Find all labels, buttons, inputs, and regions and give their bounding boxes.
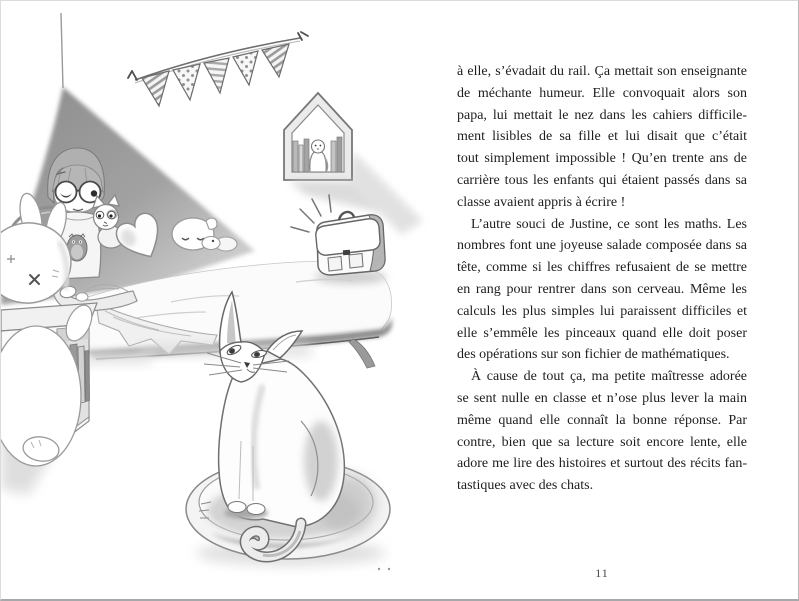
paragraph (457, 214, 747, 367)
text-line: adore me lire des histoires et surtout des récits fan- (457, 456, 747, 472)
girl-foot (76, 293, 88, 301)
dots-mark (378, 568, 390, 570)
text-line: se sent nulle en classe et n’ose plus lever la main (457, 390, 747, 406)
bunting-garland (128, 32, 308, 106)
text-line: papa, lui mettait le nez dans les cahiers difficile- (457, 107, 747, 123)
schoolbag-pocket (349, 254, 363, 269)
text-line: contre, bien que sa lecture soit encore lente, elle (457, 434, 747, 450)
text-line: ment lisibles de sa fille et lui disait que c’était (457, 129, 747, 145)
text-column (457, 61, 747, 497)
flag (262, 44, 289, 77)
text-line: L’autre souci de Justine, ce sont les maths. Les (471, 216, 747, 232)
illustration-canvas (1, 1, 451, 601)
text-line: À cause de tout ça, ma petite maîtresse adorée (471, 369, 747, 385)
wall-corner-line (61, 13, 63, 88)
flag (204, 58, 229, 93)
bed-leg (349, 339, 375, 368)
flag (173, 64, 200, 100)
cat-paw (228, 502, 246, 513)
text-line: en rang pour rentrer dans son cerveau. Même les (457, 281, 747, 297)
text-line: elle s’emmêle les pinceaux quand elle doit poser (457, 325, 747, 341)
text-line: tête, comme si les chiffres refusaient de se mettre (457, 260, 747, 276)
paragraph (457, 366, 747, 497)
text-line: tastiques avec des chats. (457, 478, 594, 494)
pupil (91, 190, 97, 196)
text-line: carrière tous les enfants qui étaient passés dans sa (457, 172, 747, 188)
text-line: de méchante humeur. Elle convoquait alors son (457, 85, 747, 101)
text-line: nombres font une joyeuse salade composée dans sa (457, 238, 747, 254)
text-line: à elle, s’évadait du rail. Ça mettait son enseignante (457, 64, 747, 79)
schoolbag-pocket (328, 257, 342, 272)
text-line: calculs les plus simples lui paraissent difficiles et (457, 303, 747, 319)
schoolbag-clasp (343, 250, 350, 255)
text-line: tout simplement impossible ! Qu’en trente ans de (457, 151, 747, 167)
shelf-bird-figurine (309, 140, 328, 172)
cat-paw (247, 504, 265, 515)
flag (233, 51, 258, 85)
page-number: 11 (595, 566, 609, 580)
text-line: des opérations sur son fichier de mathématiques. (457, 347, 730, 363)
text-line: même quand elle connaît la bonne réponse. Par (457, 412, 747, 428)
text-line: classe avaient appris à écrire ! (457, 194, 626, 210)
paragraph (457, 61, 747, 214)
